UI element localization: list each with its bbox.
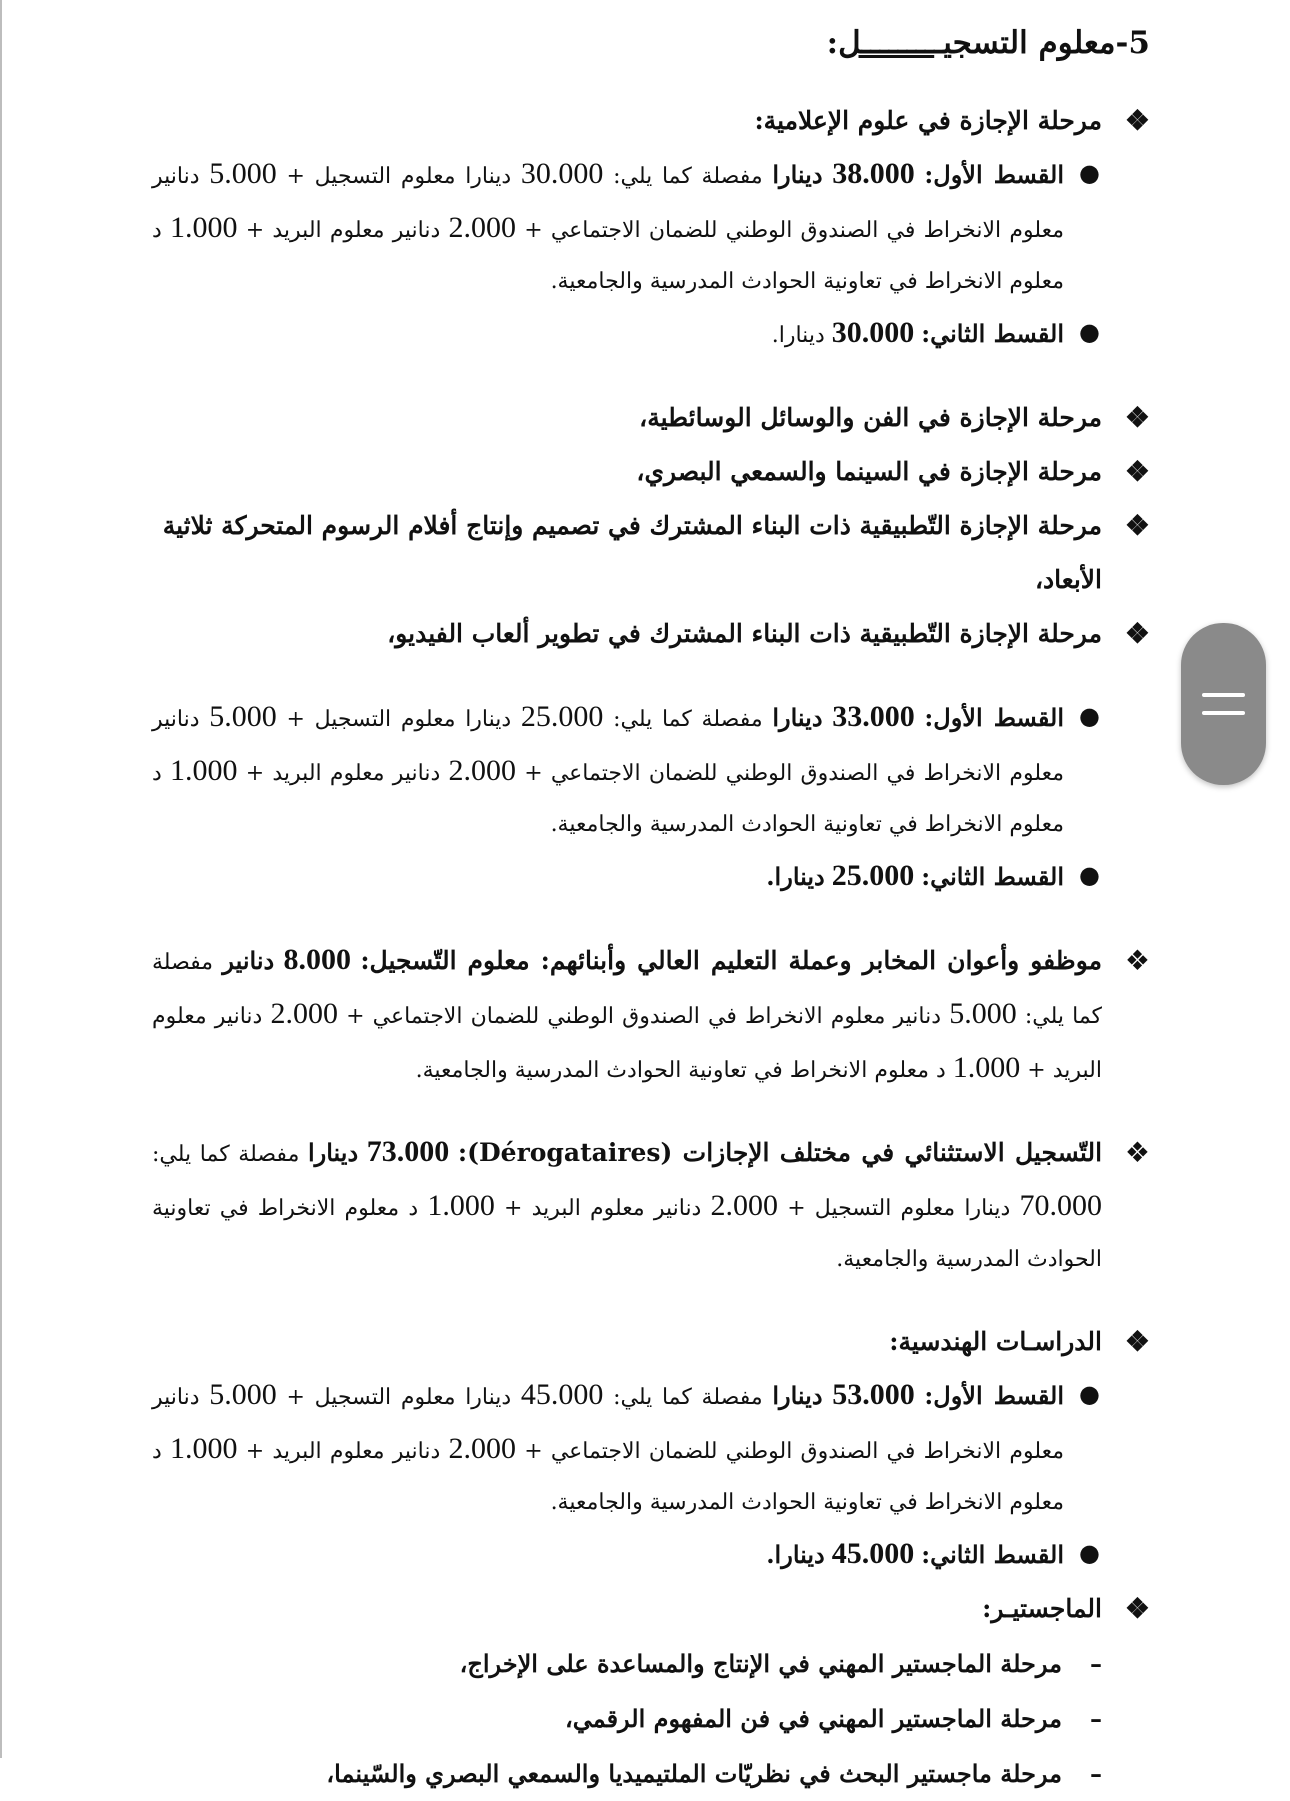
- licence-item: [152, 391, 1150, 445]
- fee-value: 1.000: [170, 1432, 238, 1465]
- fee-value: 2.000: [710, 1189, 779, 1222]
- fee-text: دنانير معلوم الانخراط في الصندوق الوطني للضمان الاجتماعي +: [152, 164, 1065, 243]
- bullet-icon: ●: [1079, 861, 1100, 889]
- dash-icon: –: [1090, 1759, 1102, 1788]
- fee-text: دنانير معلوم البريد +: [245, 1439, 441, 1464]
- title-colon: :: [826, 25, 839, 61]
- heading-text: الماجستيـر:: [982, 1594, 1102, 1623]
- fee-value: 1.000: [952, 1051, 1021, 1084]
- fee-first-installment-licences: [152, 691, 1150, 850]
- master-text: مرحلة ماجستير البحث في نظريّات الملتيميديا والسمعي البصري والسّينما،: [326, 1759, 1062, 1788]
- derogation-unit: دينارا: [307, 1138, 359, 1167]
- master-item: [152, 1691, 1150, 1746]
- licence-text: مرحلة الإجازة التّطبيقية ذات البناء المشترك في تطوير ألعاب الفيديو،: [387, 619, 1102, 648]
- installment-label: القسط الأول:: [924, 703, 1065, 732]
- bullet-icon: ●: [1079, 702, 1100, 730]
- diamond-bullet-icon: ❖: [1124, 104, 1150, 137]
- licence-text: مرحلة الإجازة في الفن والوسائل الوسائطية،: [639, 403, 1102, 432]
- staff-amount: 8.000: [283, 943, 352, 976]
- installment-amount: 33.000: [832, 700, 915, 733]
- bullet-icon: ●: [1079, 1380, 1100, 1408]
- derogation-fee-text: [152, 1126, 1102, 1285]
- fee-text: دنانير معلوم الانخراط في الصندوق الوطني للضمان الاجتماعي +: [152, 707, 1065, 786]
- diamond-bullet-icon: ❖: [1124, 455, 1150, 488]
- installment-amount: 30.000: [831, 316, 915, 349]
- fee-value: 5.000: [949, 997, 1017, 1030]
- installment-label: القسط الثاني:: [921, 319, 1064, 348]
- fee-text: دنانير معلوم البريد +: [245, 218, 441, 243]
- fee-second-installment-engineering: [152, 1528, 1150, 1582]
- installment-unit: دينارا.: [766, 1540, 825, 1569]
- installment-amount: 45.000: [831, 1537, 915, 1570]
- fee-text: دنانير معلوم البريد +: [245, 761, 441, 786]
- document-body: [152, 18, 1150, 1801]
- fee-text: دينارا معلوم التسجيل +: [286, 164, 512, 189]
- installment-unit: دينارا: [772, 703, 823, 732]
- detail-intro: مفصلة كما يلي:: [152, 1142, 300, 1167]
- fee-second-installment-licences: [152, 850, 1150, 904]
- fee-text: د معلوم الانخراط في تعاونية الحوادث المدرسية والجامعية.: [152, 761, 1064, 837]
- detail-intro: مفصلة كما يلي:: [613, 1385, 763, 1410]
- bullet-icon: ●: [1079, 1539, 1100, 1567]
- fee-value: 2.000: [448, 754, 516, 787]
- fee-first-installment-engineering: [152, 1369, 1150, 1528]
- title-text: 5-معلوم التسجيـ: [934, 25, 1150, 61]
- diamond-bullet-icon: ❖: [1124, 1136, 1150, 1169]
- fee-value: 5.000: [209, 157, 277, 190]
- installment-unit: دينارا: [772, 1381, 823, 1410]
- heading-text: الدراسـات الهندسية:: [889, 1327, 1102, 1356]
- handle-grip-icon: [1202, 711, 1245, 715]
- fee-text: د معلوم الانخراط في تعاونية الحوادث المدرسية والجامعية.: [415, 1058, 946, 1083]
- diamond-bullet-icon: ❖: [1124, 1325, 1150, 1358]
- section-title: [152, 18, 1150, 68]
- installment-label: القسط الأول:: [924, 160, 1065, 189]
- detail-intro: مفصلة كما يلي:: [613, 164, 763, 189]
- installment-label: القسط الثاني:: [921, 1540, 1064, 1569]
- detail-intro: مفصلة كما يلي:: [613, 707, 763, 732]
- fee-value: 2.000: [448, 211, 516, 244]
- title-underlined: ــــــــل: [838, 25, 935, 61]
- scroll-handle[interactable]: [1181, 623, 1266, 785]
- fee-text: دنانير معلوم الانخراط في الصندوق الوطني للضمان الاجتماعي +: [346, 1004, 942, 1029]
- diamond-bullet-icon: ❖: [1124, 509, 1150, 542]
- diamond-bullet-icon: ❖: [1124, 944, 1150, 977]
- master-item: [152, 1746, 1150, 1801]
- fee-value: 25.000: [520, 700, 604, 733]
- handle-grip-icon: [1202, 693, 1245, 697]
- diamond-bullet-icon: ❖: [1124, 617, 1150, 650]
- licence-item: [152, 445, 1150, 499]
- licence-item: [152, 499, 1150, 607]
- fee-second-installment-info: [152, 307, 1150, 361]
- fee-value: 45.000: [520, 1378, 604, 1411]
- fee-value: 70.000: [1019, 1189, 1103, 1222]
- installment-unit: دينارا.: [771, 323, 825, 348]
- fee-value: 1.000: [170, 754, 238, 787]
- diamond-bullet-icon: ❖: [1124, 1592, 1150, 1625]
- dash-icon: –: [1090, 1704, 1102, 1733]
- installment-label: القسط الأول:: [924, 1381, 1065, 1410]
- fee-text: دنانير معلوم البريد +: [504, 1196, 702, 1221]
- fee-text: دينارا معلوم التسجيل +: [286, 707, 512, 732]
- licence-item: [152, 607, 1150, 661]
- derogation-lead: التّسجيل الاستثنائي في مختلف الإجازات (Dérogataires):: [457, 1138, 1103, 1167]
- fee-value: 5.000: [209, 700, 277, 733]
- licence-text: مرحلة الإجازة التّطبيقية ذات البناء المشترك في تصميم وإنتاج أفلام الرسوم المتحركة ثلاثية الأبعاد،: [162, 511, 1102, 594]
- fee-value: 2.000: [270, 997, 338, 1030]
- installment-label: القسط الثاني:: [921, 862, 1064, 891]
- dash-icon: –: [1090, 1649, 1102, 1678]
- fee-text: دينارا معلوم التسجيل +: [286, 1385, 512, 1410]
- staff-fee-paragraph: [152, 934, 1150, 1096]
- installment-amount: 25.000: [831, 859, 915, 892]
- section-heading-engineering: [152, 1315, 1150, 1369]
- derogation-fee-paragraph: [152, 1126, 1150, 1285]
- diamond-bullet-icon: ❖: [1124, 401, 1150, 434]
- fee-text: دنانير معلوم البريد +: [152, 1004, 1102, 1083]
- fee-text: د معلوم الانخراط في تعاونية الحوادث المدرسية والجامعية.: [152, 1196, 1102, 1272]
- detail-intro: مفصلة كما يلي:: [152, 950, 1103, 1029]
- installment-unit: دينارا: [772, 160, 823, 189]
- master-text: مرحلة الماجستير المهني في الإنتاج والمساعدة على الإخراج،: [459, 1649, 1062, 1678]
- staff-unit: دنانير: [222, 946, 275, 975]
- installment-unit: دينارا.: [766, 862, 825, 891]
- section-heading-masters: [152, 1582, 1150, 1636]
- fee-text: دينارا معلوم التسجيل +: [787, 1196, 1011, 1221]
- bullet-icon: ●: [1079, 318, 1100, 346]
- fee-text: د معلوم الانخراط في تعاونية الحوادث المدرسية والجامعية.: [152, 218, 1064, 294]
- fee-value: 1.000: [170, 211, 238, 244]
- fee-text: دنانير معلوم الانخراط في الصندوق الوطني للضمان الاجتماعي +: [152, 1385, 1065, 1464]
- fee-first-installment-info: [152, 148, 1150, 307]
- derogation-amount: 73.000: [366, 1135, 450, 1168]
- heading-text: مرحلة الإجازة في علوم الإعلامية:: [754, 106, 1102, 135]
- staff-fee-text: [152, 934, 1102, 1096]
- staff-lead: موظفو وأعوان المخابر وعملة التعليم العالي وأبنائهم: معلوم التّسجيل:: [360, 946, 1103, 975]
- fee-text: د معلوم الانخراط في تعاونية الحوادث المدرسية والجامعية.: [152, 1439, 1064, 1515]
- master-item: [152, 1636, 1150, 1691]
- installment-amount: 38.000: [832, 157, 915, 190]
- section-heading-info: [152, 94, 1150, 148]
- installment-amount: 53.000: [832, 1378, 915, 1411]
- fee-value: 2.000: [448, 1432, 516, 1465]
- fee-value: 5.000: [209, 1378, 277, 1411]
- licence-text: مرحلة الإجازة في السينما والسمعي البصري،: [636, 457, 1102, 486]
- fee-value: 1.000: [427, 1189, 495, 1222]
- bullet-icon: ●: [1079, 159, 1100, 187]
- master-text: مرحلة الماجستير المهني في فن المفهوم الرقمي،: [564, 1704, 1062, 1733]
- fee-value: 30.000: [520, 157, 604, 190]
